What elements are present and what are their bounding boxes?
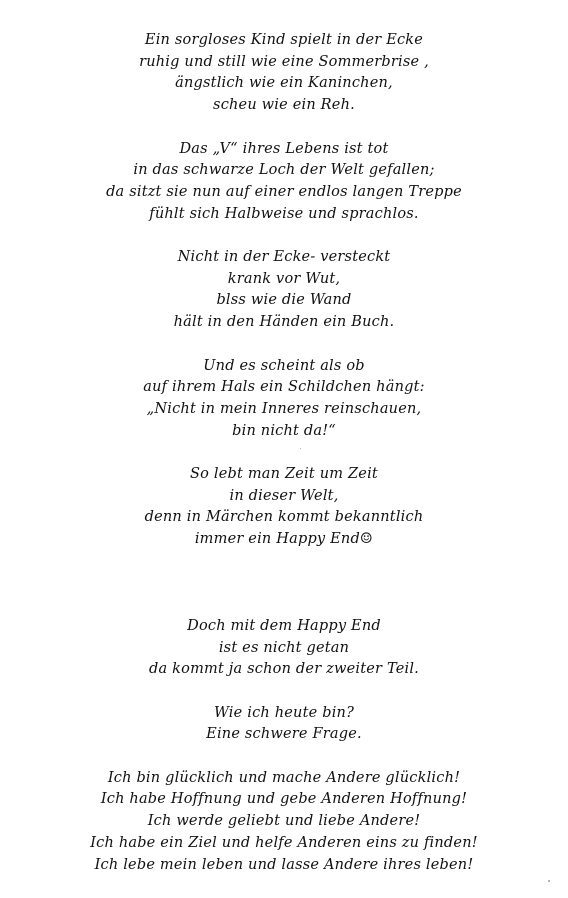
- poem-line: Und es scheint als ob: [203, 357, 365, 374]
- poem-line: ruhig und still wie eine Sommerbrise ,: [139, 53, 429, 70]
- stanza-gap: [0, 225, 568, 247]
- poem-line: da sitzt sie nun auf einer endlos langen Treppe: [106, 183, 462, 200]
- poem-line: fühlt sich Halbweise und sprachlos.: [149, 205, 419, 222]
- poem-line: Ein sorgloses Kind spielt in der Ecke: [144, 32, 424, 48]
- poem-line: immer ein Happy End☺: [194, 531, 374, 548]
- poem-line: auf ihrem Hals ein Schildchen hängt:: [143, 379, 425, 396]
- poem-line: So lebt man Zeit um Zeit: [190, 466, 378, 482]
- poem-line: Ich bin glücklich und mache Andere glücklich!: [107, 769, 461, 786]
- poem-line: Nicht in der Ecke- versteckt: [177, 249, 391, 265]
- poem-line: „Nicht in mein Inneres reinschauen,: [146, 400, 422, 417]
- poem-line: ängstlich wie ein Kaninchen,: [175, 75, 393, 92]
- poem-line: bin nicht da!“: [232, 422, 336, 439]
- poem-line: Ich lebe mein leben und lasse Andere ihres leben!: [94, 856, 474, 873]
- stanza-6: [0, 616, 568, 681]
- section-gap: [0, 551, 568, 616]
- stanza-8: [0, 768, 568, 877]
- poem-line: Ich habe ein Ziel und helfe Anderen eins zu finden!: [90, 834, 478, 851]
- stanza-gap: [0, 681, 568, 703]
- poem-line: Das „V“ ihres Lebens ist tot: [179, 140, 389, 157]
- poem-line: in dieser Welt,: [229, 487, 339, 504]
- poem-line: in das schwarze Loch der Welt gefallen;: [133, 162, 435, 179]
- poem-line: Ich habe Hoffnung und gebe Anderen Hoffnung!: [100, 791, 468, 808]
- poem-line: da kommt ja schon der zweiter Teil.: [149, 661, 419, 678]
- stanza-gap: [0, 746, 568, 768]
- stanza-gap: [0, 117, 568, 139]
- poem-line: Ich werde geliebt und liebe Andere!: [147, 813, 421, 830]
- stanza-5: [0, 464, 568, 551]
- poem-line: Doch mit dem Happy End: [187, 617, 381, 634]
- stanza-gap: [0, 334, 568, 356]
- poem-line: scheu wie ein Reh.: [213, 97, 355, 114]
- poem-line: hält in den Händen ein Buch.: [173, 314, 395, 331]
- poem-line: ist es nicht getan: [218, 639, 350, 656]
- stanza-1: [0, 30, 568, 117]
- poem-line: denn in Märchen kommt bekanntlich: [144, 509, 424, 526]
- poem-line: Wie ich heute bin?: [213, 704, 355, 721]
- scan-speck: [548, 880, 550, 882]
- poem-body: [0, 30, 568, 876]
- scan-speck: [300, 448, 301, 449]
- stanza-7: [0, 703, 568, 746]
- stanza-4: [0, 356, 568, 443]
- poem-line: Eine schwere Frage.: [206, 726, 362, 743]
- stanza-3: [0, 247, 568, 334]
- stanza-gap: [0, 442, 568, 464]
- poem-line: krank vor Wut,: [227, 270, 341, 287]
- poem-line: blss wie die Wand: [216, 292, 352, 309]
- stanza-2: [0, 139, 568, 226]
